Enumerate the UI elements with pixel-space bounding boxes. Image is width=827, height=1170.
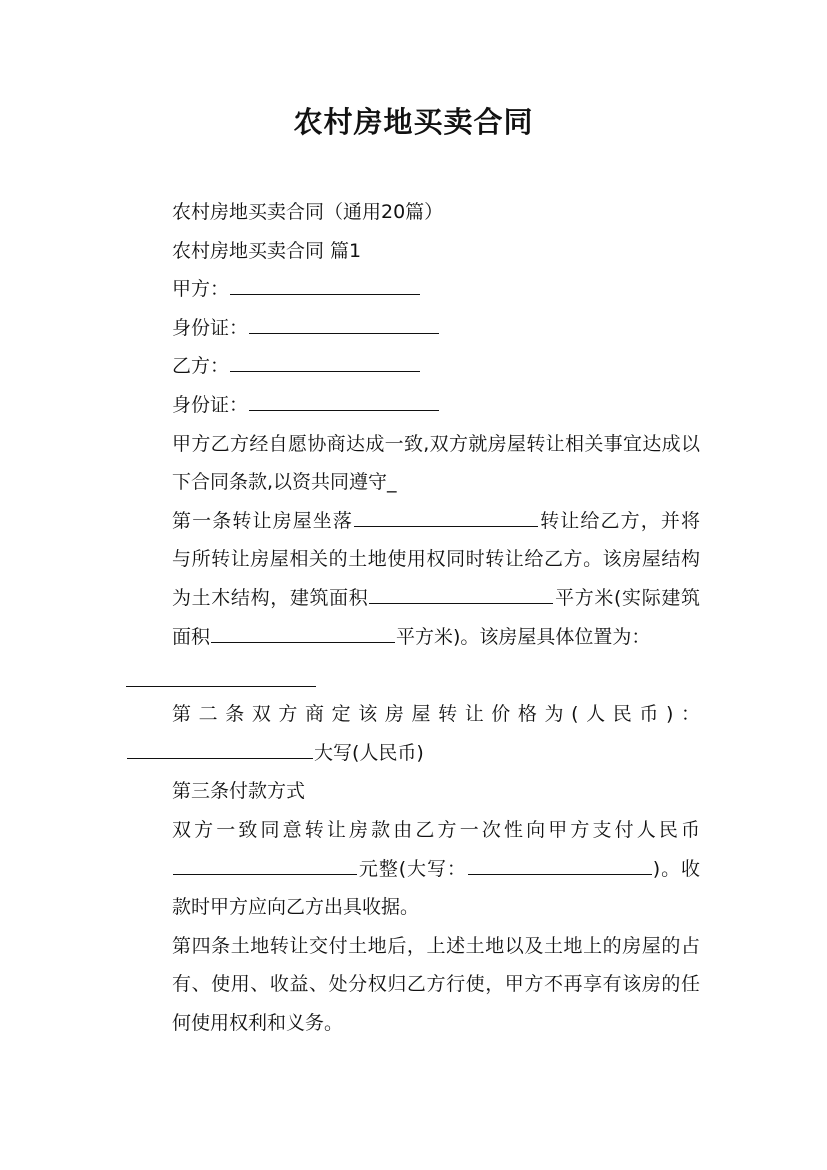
article-1 [126,502,700,656]
art2-price-blank[interactable] [127,740,313,759]
art3-text-b: 元整(大写： [358,857,467,880]
id-b-blank[interactable] [249,392,439,411]
art1-text-a: 第一条转让房屋坐落 [172,509,354,532]
art3-amount-blank[interactable] [173,855,357,874]
art3-text-a: 双方一致同意转让房款由乙方一次性向甲方支付人民币 [172,818,700,841]
article-2-line2 [126,734,700,773]
art1-actual-area-blank[interactable] [211,623,395,642]
art1-text-d: 平方米)。该房屋具体位置为： [396,625,651,648]
party-b-blank[interactable] [230,353,420,372]
article-4-paragraph: 第四条土地转让交付土地后，上述土地以及土地上的房屋的占有、使用、收益、处分权归乙方行使，甲方不再享有该房的任何使用权利和义务。 [172,934,700,1034]
doc-part-title: 农村房地买卖合同 篇1 [172,239,362,262]
id-a-label: 身份证： [172,316,249,339]
party-a-blank[interactable] [230,276,420,295]
party-a-label: 甲方： [172,278,230,301]
art1-text-b: 转让给乙方，并将与所转让房屋相关的土地使用权同时转让给乙方。该房屋结构为土木结构，建筑面积 [172,509,700,609]
id-a-blank[interactable] [249,315,439,334]
doc-heading: 农村房地买卖合同（通用20篇） [172,201,444,223]
document-body [126,193,700,1042]
art1-area-blank[interactable] [369,585,553,604]
art3-amount-words-blank[interactable] [468,855,652,874]
party-b-line [126,347,700,386]
id-b-label: 身份证： [172,393,249,416]
intro-paragraph: 甲方乙方经自愿协商达成一致,双方就房屋转让相关事宜达成以下合同条款,以资共同遵守_ [172,432,700,494]
party-a-line [126,270,700,309]
party-b-label: 乙方： [172,355,230,378]
art3-text-c: )。收款时甲方应向乙方出具收据。 [172,857,700,919]
art1-position-blank[interactable] [126,656,316,687]
article-3-title: 第三条付款方式 [172,780,306,803]
id-b-line [126,386,700,425]
art1-text-c: 平方米(实际建筑面积 [172,586,700,648]
art1-location-blank[interactable] [354,508,538,527]
article-2-line1: 第二条双方商定该房屋转让价格为(人民币)： [172,703,700,726]
art2-text-b: 大写(人民币) [314,741,424,764]
document-title: 农村房地买卖合同 [293,105,534,139]
article-3-paragraph [126,811,700,927]
id-a-line [126,309,700,348]
